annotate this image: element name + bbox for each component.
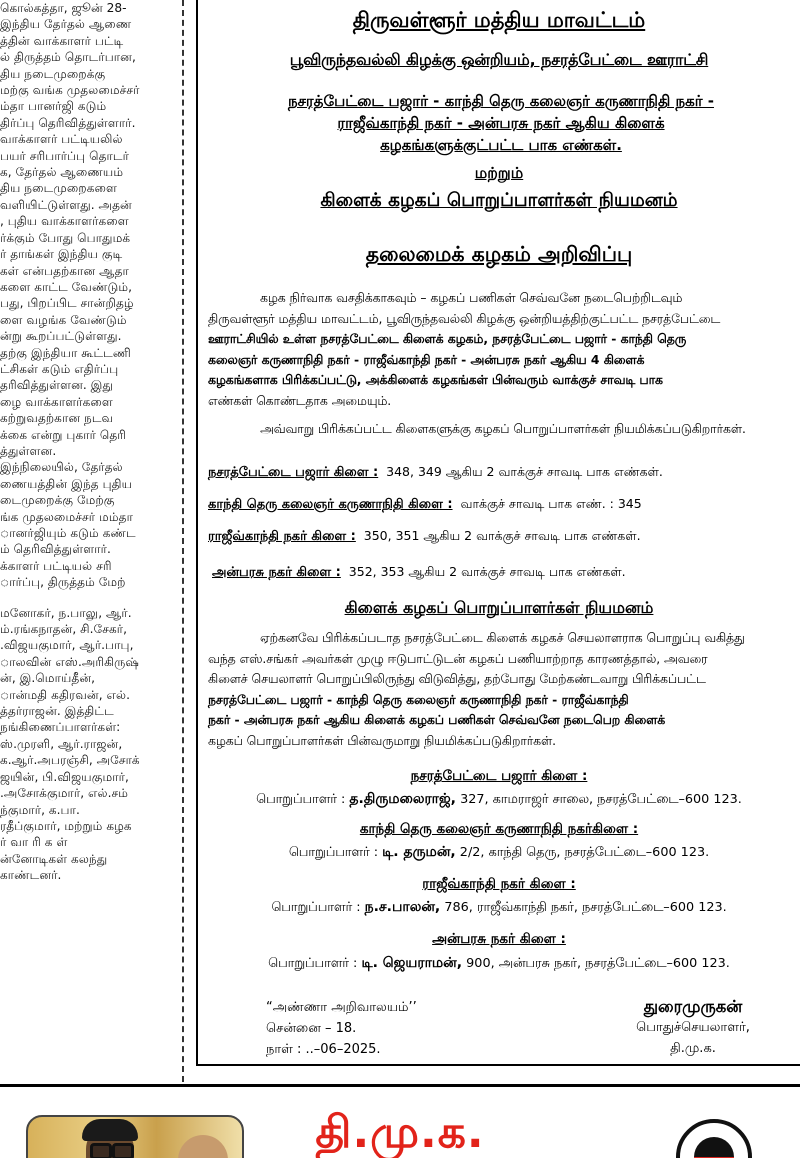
column-text-line: மனோகர், ந.பாலு, ஆர். [0,605,132,620]
branches-heading-line: கழகங்களுக்குட்பட்ட பாக எண்கள். [380,136,622,154]
appointee-name: டி. தருமன், [382,844,456,860]
paragraph-line: ஏற்கனவே பிரிக்கப்படாத நசரத்பேட்டை கிளைக் கழகச் செயலாளராக பொறுப்பு வகித்து [260,631,745,645]
issue-date: நாள் : ..–06–2025. [266,1042,381,1057]
column-text-line: ளை வழங்க வேண்டும் [0,312,127,327]
paragraph-line: கிளைச் செயலாளர் பொறுப்பிலிருந்து விடுவித்து, தற்போது மேற்கண்டவாறு பிரிக்கப்பட்ட [208,672,706,686]
announcement-heading: தலைமைக் கழகம் அறிவிப்பு [365,242,633,266]
column-text-line: திய நடைமுறைக்கு [0,66,106,81]
column-text-line: க, தேர்தல் ஆணையம் [0,165,124,180]
paragraph-line: கழக நிர்வாக வசதிக்காகவும் – கழகப் பணிகள் செவ்வனே நடைபெற்றிடவும் [260,291,683,305]
column-text-line: ானர்ஜியும் கடும் கண்ட [0,526,136,540]
appointee-address: 2/2, காந்தி தெரு, நசரத்பேட்டை–600 123. [459,845,710,860]
appointee-line [198,791,800,809]
column-text-line: ட்சிகள் கடும் எதிர்ப்பு [0,361,119,376]
column-text-line: க.ஆர்.அபரஞ்சி, அசோக் [0,753,140,768]
booth-entry [208,528,798,545]
paragraph-line: கலைஞர் கருணாநிதி நகர் - ராஜீவ்காந்தி நகர் - அன்பரசு நகர் ஆகிய 4 கிளைக் [208,352,645,367]
paragraph-line: வந்த எஸ்.சங்கர் அவர்கள் முழு ஈடுபாட்டுடன் கழகப் பணியாற்றாத காரணத்தால், அவரை [208,651,708,666]
column-text-line: இந்திய தேர்தல் ஆணை [0,17,132,32]
booth-detail: 348, 349 ஆகிய 2 வாக்குச் சாவடி பாக எண்கள். [386,464,663,479]
appointee-branch-title: ராஜீவ்காந்தி நகர் கிளை : [422,876,576,892]
booth-entry [208,496,798,513]
booth-name: அன்பரசு நகர் கிளை : [212,565,341,580]
paragraph-line: நகர் - அன்பரசு நகர் ஆகிய கிளைக் கழகப் பணிகள் செவ்வனே நடைபெற கிளைக் [208,713,666,727]
paragraph-line: எண்கள் கொண்டதாக அமையும். [208,393,392,408]
column-text-line: ணையத்தின் இந்த புதிய [0,476,133,491]
column-text-line: த்தின் வாக்காளர் பட்டி [0,33,124,48]
column-text-line: ன்னோடிகள் கலந்து [0,851,108,866]
appointee-name: ந.ச.பாலன், [364,899,441,915]
booth-name: ராஜீவ்காந்தி நகர் கிளை : [208,529,356,544]
column-text-line: ான்மதி கதிரவன், எல். [0,687,130,702]
union-heading: பூவிருந்தவல்லி கிழக்கு ஒன்றியம், நசரத்பேட்டை ஊராட்சி [289,50,709,69]
column-text-line: திர்ப்பு தெரிவித்துள்ளார். [0,115,136,130]
branches-heading-line: நசரத்பேட்டை பஜார் - காந்தி தெரு கலைஞர் கருணாநிதி நகர் - [288,92,714,110]
column-text-line: ங்க முதலமைச்சர் மம்தா [0,509,133,524]
column-text-line: தற்கு இந்தியா கூட்டணி [0,345,131,360]
and-heading: மற்றும் [474,164,524,182]
appointee-address: 327, காமராஜர் சாலை, நசரத்பேட்டை–600 123. [460,792,742,807]
appointee-role: பொறுப்பாளர் : [256,792,346,807]
appointee-address: 786, ராஜீவ்காந்தி நகர், நசரத்பேட்டை–600 123. [444,900,727,915]
paragraph-line: கழகப் பொறுப்பாளர்கள் பின்வருமாறு நியமிக்கப்படுகிறார்கள். [208,733,557,748]
column-text-line: ர் தாங்கள் இந்திய குடி [0,247,123,262]
appointment-paragraph [208,628,798,751]
column-text-line: மற்கு வங்க முதலமைச்சர் [0,83,140,98]
column-text-line: ரதீப்குமார், மற்றும் கழக [0,818,132,833]
column-text-line: ாலவின் எஸ்.அரிகிருஷ் [0,654,140,669]
column-text-line: வளியிட்டுள்ளது. அதன் [0,197,132,212]
issue-city: சென்னை – 18. [266,1021,357,1036]
appointment-heading: கிளைக் கழகப் பொறுப்பாளர்கள் நியமனம் [320,190,678,211]
column-text-line: திய நடைமுறைகளை [0,181,118,196]
appointee-name: த.திருமலைராஜ், [349,791,456,807]
bottom-band [0,1087,800,1158]
column-text-line: காண்டனர். [0,868,62,883]
column-text-line: த்தர்ராஜன். இத்திட்ட [0,704,114,719]
announcement-box [196,0,800,1066]
branches-heading [208,90,794,156]
column-text-line: ார்ப்பு, திருத்தம் மேற் [0,575,126,590]
appointee-line [198,844,800,862]
party-logo-text: தி.மு.க. [315,1107,485,1158]
adjacent-article-column [0,0,182,1082]
appointee-line [198,899,800,917]
column-text-line: ம்.ரங்கநாதன், சி.சேகர், [0,622,127,637]
appointee-branch-title: நசரத்பேட்டை பஜார் கிளை : [410,768,588,784]
column-text-line: கொல்கத்தா, ஜூன் 28- [0,1,127,15]
branches-heading-line: ராஜீவ்காந்தி நகர் - அன்பரசு நகர் ஆகிய கிளைக் [337,114,665,132]
appointee-role: பொறுப்பாளர் : [271,900,361,915]
booth-name: நசரத்பேட்டை பஜார் கிளை : [208,465,379,480]
column-gap [0,591,182,605]
appointee-role: பொறுப்பாளர் : [268,956,358,971]
column-text-line: ம்தா பானர்ஜி கடும் [0,99,107,114]
signatory-name: துரைமுருகன் [643,997,743,1016]
column-text-line: கள் என்பதற்கான ஆதா [0,263,129,278]
intro-note: அவ்வாறு பிரிக்கப்பட்ட கிளைகளுக்கு கழகப் பொறுப்பாளர்கள் நியமிக்கப்படுகிறார்கள். [260,422,746,436]
booth-name: காந்தி தெரு கலைஞர் கருணாநிதி கிளை : [208,497,453,512]
column-text-line: ன்று கூறப்பட்டுள்ளது. [0,329,122,344]
column-text-line: ந்குமார், க.பா. [0,802,80,817]
column-text-line: த்துள்ளன. [0,443,57,458]
booth-detail: வாக்குச் சாவடி பாக எண். : 345 [460,496,642,511]
column-text-line: பது, பிறப்பிட சான்றிதழ் [0,296,134,311]
signatory-party: தி.மு.க. [670,1041,716,1056]
issue-place-block [266,997,417,1060]
column-text-line: களை காட்ட வேண்டும், [0,279,133,294]
signatory-designation: பொதுச்செயலாளர், [636,1020,750,1035]
column-text-line: வாக்காளர் பட்டியலில் [0,132,123,147]
booth-entry [212,564,800,581]
column-text-line: ர்க்கும் போது பொதுமக் [0,230,131,245]
column-text-line: க்கை என்று புகார் தெரி [0,427,127,442]
booth-detail: 350, 351 ஆகிய 2 வாக்குச் சாவடி பாக எண்கள். [363,528,641,543]
paragraph-line: ஊராட்சியில் உள்ள நசரத்பேட்டை கிளைக் கழகம், நசரத்பேட்டை பஜார் - காந்தி தெரு [208,332,687,346]
appointee-line [198,955,800,973]
column-divider [182,0,184,1082]
column-text-line: ழை வாக்காளர்களை [0,394,113,409]
column-text-line: கற்றுவதற்கான நடவ [0,411,114,426]
column-text-line: க்காளர் பட்டியல் சரி [0,558,112,573]
paragraph-line: கழகங்களாக பிரிக்கப்பட்டு, அக்கிளைக் கழகங்கள் பின்வரும் வாக்குச் சாவடி பாக [208,373,663,387]
column-text-line: ஸ்.முரளி, ஆர்.ராஜன், [0,736,123,751]
appointee-address: 900, அன்பரசு நகர், நசரத்பேட்டை–600 123. [466,956,730,971]
district-heading: திருவள்ளூர் மத்திய மாவட்டம் [352,8,646,32]
appointment-subheading: கிளைக் கழகப் பொறுப்பாளர்கள் நியமனம் [344,598,654,617]
booth-detail: 352, 353 ஆகிய 2 வாக்குச் சாவடி பாக எண்கள். [348,564,626,579]
column-text-line: இந்நிலையில், தேர்தல் [0,460,123,475]
column-text-line: தரிவித்துள்ளன. இது [0,378,114,393]
column-text-line: ல் திருத்தம் தொடர்பான, [0,50,136,65]
column-text-line: , புதிய வாக்காளர்களை [0,214,129,229]
column-text-line: .விஜயகுமார், ஆர்.பாபு, [0,638,134,653]
issue-place: “அண்ணா அறிவாலயம்’’ [266,1000,417,1015]
paragraph-line: திருவள்ளூர் மத்திய மாவட்டம், பூவிருந்தவல்லி கிழக்கு ஒன்றியத்திற்குட்பட்ட நசரத்பேட்டை [208,311,721,326]
appointee-branch-title: காந்தி தெரு கலைஞர் கருணாநிதி நகர்கிளை : [359,821,639,837]
column-text-line: டைமுறைக்கு மேற்கு [0,493,115,508]
column-text-line: ர் வா ரி க ள் [0,835,68,850]
appointee-role: பொறுப்பாளர் : [288,845,379,860]
column-text-line: .அசோக்குமார், எல்.சம் [0,786,129,801]
column-text-line: பயர் சரிபார்ப்பு தொடர் [0,148,129,163]
appointee-branch-title: அன்பரசு நகர் கிளை : [432,931,566,947]
paragraph-line: நசரத்பேட்டை பஜார் - காந்தி தெரு கலைஞர் கருணாநிதி நகர் - ராஜீவ்காந்தி [208,692,629,707]
column-text-line: ன், இ.மொய்தீன், [0,671,96,686]
signatory-block [618,996,768,1059]
column-text-line: ஜயின், பி.விஜயகுமார், [0,769,129,784]
booth-entry [208,464,798,481]
column-text-line: நங்கிணைப்பாளர்கள்: [0,720,121,735]
appointee-name: டி. ஜெயராமன், [361,955,463,971]
intro-paragraph [208,288,798,411]
column-text-line: ம் தெரிவித்துள்ளார். [0,542,111,557]
